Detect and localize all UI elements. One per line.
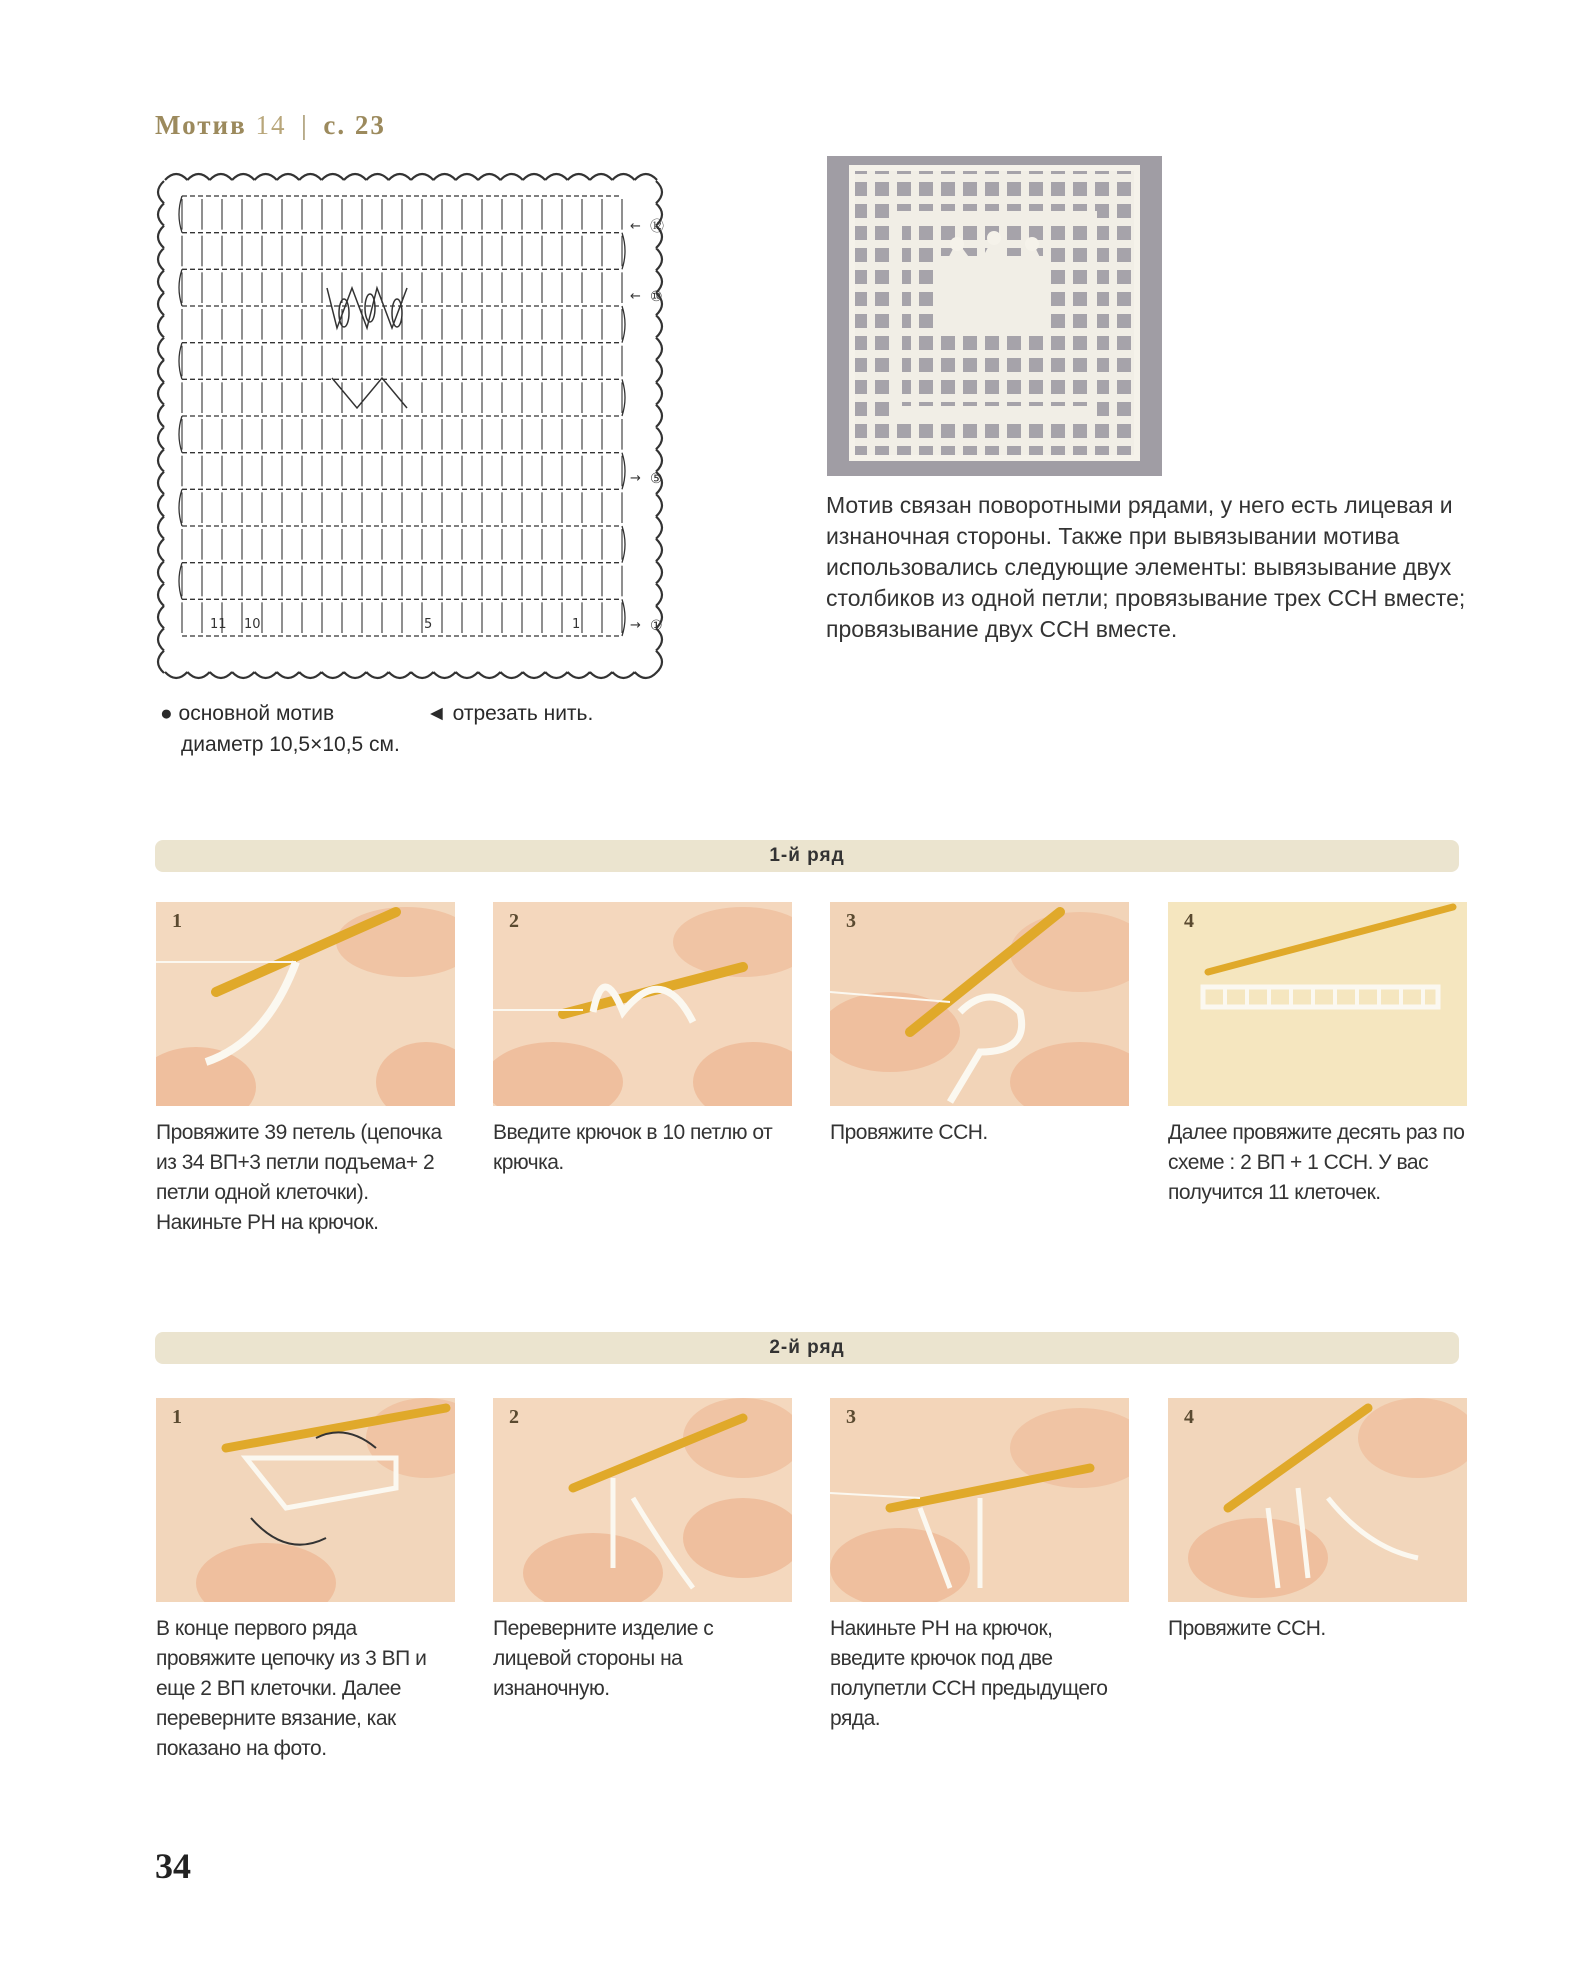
step-caption-row2-1: В конце первого ряда провяжите цепочку из 3 ВП и еще 2 ВП клеточки. Далее переверните вязание, как показано на фото. [156, 1617, 427, 1760]
row-marker-10-label: ⑩ [650, 289, 663, 305]
step-number: 2 [509, 1406, 519, 1428]
page-reference: с. 23 [323, 110, 386, 140]
cell-number-1: 1 [572, 617, 581, 632]
page-number: 34 [155, 1846, 191, 1886]
legend-cut [426, 702, 593, 726]
motif-label: Мотив [155, 110, 247, 140]
row-marker-1: → [630, 618, 641, 633]
section-band-row-1: 1-й ряд [155, 840, 1459, 872]
step-caption-row2-3: Накиньте РН на крючок, введите крючок под две полупетли ССН предыдущего ряда. [830, 1617, 1108, 1730]
legend-main [160, 702, 334, 726]
title-separator: | [301, 110, 309, 140]
step-number: 1 [172, 1406, 182, 1428]
step-photo-row2-4 [1168, 1398, 1467, 1602]
row-marker-10: ← [630, 289, 641, 304]
step-photo-row2-2 [493, 1398, 792, 1602]
legend-cut-thread: ◄ отрезать нить. [426, 702, 594, 725]
section-band-row-2: 2-й ряд [155, 1332, 1459, 1364]
cell-number-11: 11 [210, 617, 227, 632]
row-markers [630, 219, 664, 634]
cell-number-10: 10 [244, 617, 261, 632]
step-caption-row1-1: Провяжите 39 петель (цепочка из 34 ВП+3 петли подъема+ 2 петли одной клеточки). Накиньте РН на крючок. [156, 1121, 442, 1234]
step-photo-row1-4 [1168, 902, 1467, 1106]
step-number: 4 [1184, 910, 1194, 932]
row-marker-12-label: ⑫ [650, 219, 664, 235]
step-number: 2 [509, 910, 519, 932]
step-number: 4 [1184, 1406, 1194, 1428]
step-photo-row2-1 [156, 1398, 455, 1602]
row-marker-5: → [630, 471, 641, 486]
cell-number-5: 5 [424, 617, 433, 632]
step-caption-row2-2: Переверните изделие с лицевой стороны на изнаночную. [493, 1617, 714, 1700]
legend-main-motif: ● основной мотив [160, 702, 335, 725]
crochet-chart [152, 168, 672, 688]
row-marker-5-label: ⑤ [650, 471, 663, 487]
legend-size: диаметр 10,5×10,5 см. [181, 733, 400, 756]
step-photo-row1-1 [156, 902, 455, 1106]
step-caption-row2-4: Провяжите ССН. [1168, 1617, 1326, 1640]
step-caption-row1-4: Далее провяжите десять раз по схеме : 2 ВП + 1 ССН. У вас получится 11 клеточек. [1168, 1121, 1465, 1204]
step-photo-row1-3 [830, 902, 1129, 1106]
step-number: 3 [846, 910, 856, 932]
motif-photo [827, 156, 1162, 476]
step-photo-row1-2 [493, 902, 792, 1106]
page-title [155, 110, 386, 141]
step-caption-row1-3: Провяжите ССН. [830, 1121, 988, 1144]
step-number: 1 [172, 910, 182, 932]
row-marker-12: ← [630, 219, 641, 234]
motif-description: Мотив связан поворотными рядами, у него есть лицевая и изнаночная стороны. Также при вывязывании мотива использовались следующие элементы: вывязывание двух столбиков из одной петли; провязывание трех ССН вместе; провязывание двух ССН вместе. [826, 492, 1466, 642]
step-caption-row1-2: Введите крючок в 10 петлю от крючка. [493, 1121, 773, 1174]
step-photo-row2-3 [830, 1398, 1129, 1602]
motif-number: 14 [255, 110, 287, 140]
row-marker-1-label: ① [650, 618, 663, 634]
step-number: 3 [846, 1406, 856, 1428]
